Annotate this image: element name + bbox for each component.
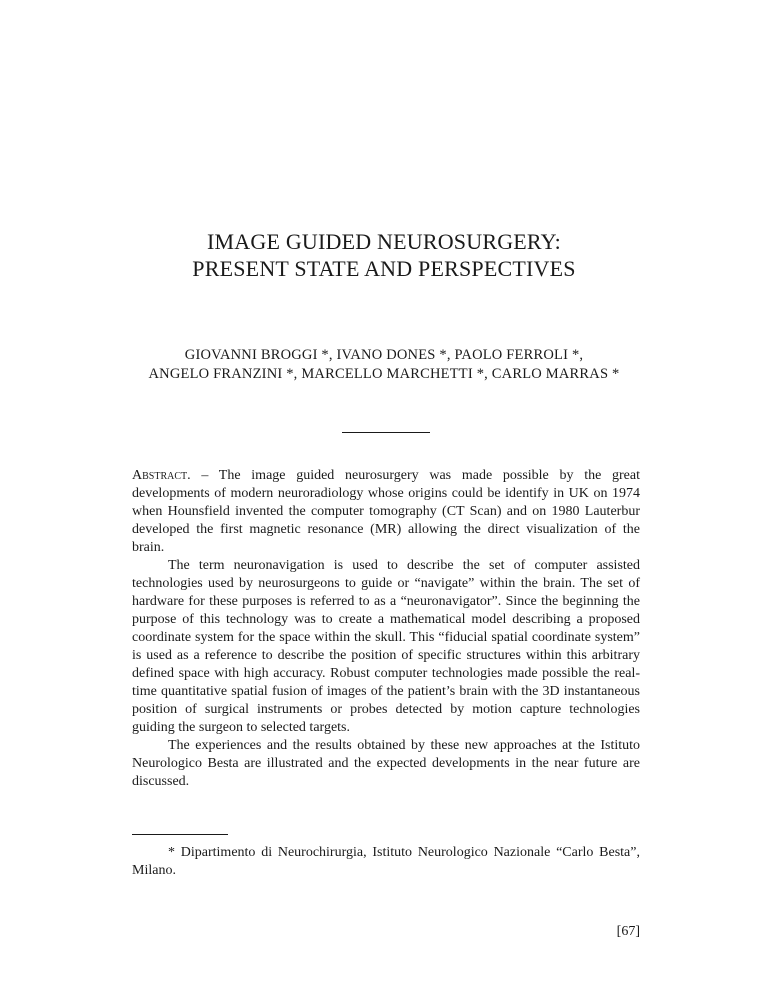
abstract-paragraph-3: The experiences and the results obtained by these new approaches at the Istituto Neurologico Besta are illustrated and the expected developments in the near future are discussed. <box>132 738 640 789</box>
title-line-2: PRESENT STATE AND PERSPECTIVES <box>192 256 576 281</box>
abstract-paragraph-1-text: – The image guided neurosurgery was made possible by the great developments of modern neuroradiology whose origins could be identify in UK on 1974 when Hounsfield invented the computer tomography (CT Scan) and on 1980 Lauterbur developed the first magnetic resonance (MR) allowing the direct visualization of the brain. <box>132 468 640 555</box>
author-line-1: GIOVANNI BROGGI *, IVANO DONES *, PAOLO FERROLI *, <box>184 347 584 363</box>
affiliation-footnote: * Dipartimento di Neurochirurgia, Istituto Neurologico Nazionale “Carlo Besta”, Milano. <box>132 845 640 878</box>
author-line-2: ANGELO FRANZINI *, MARCELLO MARCHETTI *, CARLO MARRAS * <box>148 366 620 382</box>
abstract <box>132 467 640 791</box>
article-title <box>0 228 768 282</box>
footnote-divider <box>132 834 228 835</box>
author-list <box>0 346 768 384</box>
abstract-paragraph-1 <box>132 467 640 557</box>
abstract-paragraph-2: The term neuronavigation is used to describe the set of computer assisted technologies used by neurosurgeons to guide or “navigate” within the brain. The set of hardware for these purposes is referred to as a “neuronavigator”. Since the beginning the purpose of this technology was to create a mathematical model describing a proposed coordinate system for the space within the skull. This “fiducial spatial coordinate system” is used as a reference to describe the position of specific structures within this arbitrary defined space with high accuracy. Robust computer technologies made possible the real-time quantitative spatial fusion of images of the patient’s brain with the 3D instantaneous position of surgical instruments or probes detected by motion capture technologies guiding the surgeon to selected targets. <box>132 558 640 735</box>
abstract-label: Abstract. <box>132 468 191 483</box>
section-divider <box>342 432 430 433</box>
title-line-1: IMAGE GUIDED NEUROSURGERY: <box>207 229 561 254</box>
page-number: [67] <box>616 924 640 939</box>
